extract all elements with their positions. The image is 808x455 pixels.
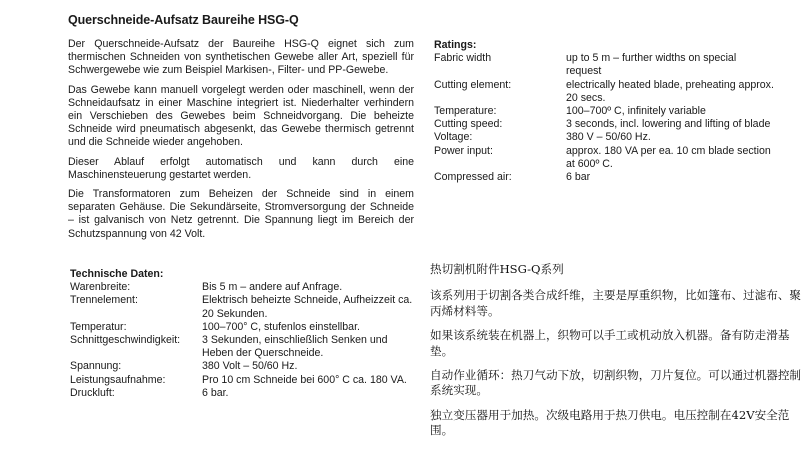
german-description	[68, 38, 414, 247]
ratings-section	[434, 39, 774, 184]
spec-key: Warenbreite:	[70, 281, 131, 294]
table-row	[434, 131, 774, 144]
german-paragraph: Dieser Ablauf erfolgt automatisch und kann durch eine Maschinensteuerung gestartet werden.	[68, 155, 414, 181]
technische-daten-table	[70, 281, 415, 400]
spec-value: 6 bar	[566, 171, 591, 184]
chinese-paragraph: 独立变压器用于加热。次级电路用于热刀供电。电压控制在42V安全范围。	[430, 407, 790, 438]
spec-key: Trennelement:	[70, 294, 138, 307]
spec-key: Cutting element:	[434, 78, 512, 91]
ratings-heading: Ratings:	[434, 39, 477, 51]
table-row	[434, 52, 774, 78]
spec-key: Fabric width	[434, 52, 492, 65]
chinese-title: 热切割机附件HSG-Q系列	[430, 262, 564, 276]
spec-key: Voltage:	[434, 131, 473, 144]
spec-value: up to 5 m – further widths on special request	[566, 52, 737, 78]
spec-value: Bis 5 m – andere auf Anfrage.	[202, 281, 343, 294]
chinese-paragraph: 该系列用于切割各类合成纤维，主要是厚重织物，比如篷布、过滤布、聚丙烯材料等。	[430, 288, 802, 318]
table-row	[434, 118, 774, 131]
table-row	[70, 321, 415, 334]
spec-key: Compressed air:	[434, 171, 512, 184]
chinese-paragraph: 如果该系统装在机器上，织物可以手工或机动放入机器。备有防走滑基垫。	[430, 328, 790, 358]
table-row	[434, 145, 774, 171]
technische-daten-section	[70, 268, 415, 418]
spec-value: 100–700º C, infinitely variable	[566, 105, 706, 118]
spec-value: electrically heated blade, preheating approx. 20 secs.	[566, 78, 774, 104]
table-row	[70, 281, 415, 294]
technische-daten-heading: Technische Daten:	[70, 268, 164, 280]
ratings-table	[434, 52, 774, 184]
chinese-paragraph: 自动作业循环：热刀气动下放，切割织物，刀片复位。可以通过机器控制系统实现。	[430, 368, 802, 398]
spec-key: Temperature:	[434, 105, 497, 118]
table-row	[434, 171, 774, 184]
spec-key: Power input:	[434, 144, 493, 157]
spec-key: Schnittgeschwindigkeit:	[70, 334, 181, 347]
german-paragraph: Die Transformatoren zum Beheizen der Schneide sind in einem separaten Gehäuse. Die Sekundärseite, Stromversorgung der Schneide – ist galvanisch von Netz getrennt. Die Spannung liegt im Bereich der Schutzspannung von 42 Volt.	[68, 188, 414, 240]
spec-key: Spannung:	[70, 360, 122, 373]
spec-value: approx. 180 VA per ea. 10 cm blade section at 600º C.	[566, 144, 771, 170]
spec-key: Druckluft:	[70, 386, 115, 399]
spec-key: Temperatur:	[70, 320, 127, 333]
spec-value: Pro 10 cm Schneide bei 600° C ca. 180 VA.	[202, 373, 407, 386]
german-paragraph: Der Querschneide-Aufsatz der Baureihe HSG-Q eignet sich zum thermischen Schneiden von synthetischen Gewebe aller Art, speziell für Schwergewebe wie zum Beispiel Markisen-, Filter- und PP-Gewebe.	[68, 38, 414, 77]
spec-key: Cutting speed:	[434, 118, 503, 131]
spec-value: 3 seconds, incl. lowering and lifting of blade	[566, 118, 771, 131]
german-paragraph: Das Gewebe kann manuell vorgelegt werden oder maschinell, wenn der Schneidaufsatz in einer Maschine integriert ist. Niederhalter verhindern ein Verschieben des Gewebes beim Schneidvorgang. Die beheizte Schneide wird pneumatisch abgesenkt, das Gewebe thermisch getrennt und die Schneide wieder angehoben.	[68, 83, 414, 149]
table-row	[70, 360, 415, 373]
table-row	[70, 294, 415, 320]
german-title: Querschneide-Aufsatz Baureihe HSG-Q	[68, 13, 299, 27]
spec-value: 3 Sekunden, einschließlich Senken und Heben der Querschneide.	[202, 334, 388, 360]
spec-value: 100–700° C, stufenlos einstellbar.	[202, 320, 360, 333]
table-row	[434, 105, 774, 118]
spec-key: Leistungsaufnahme:	[70, 373, 166, 386]
spec-value: Elektrisch beheizte Schneide, Aufheizzeit ca. 20 Sekunden.	[202, 294, 413, 320]
chinese-description	[430, 262, 802, 448]
table-row	[434, 79, 774, 105]
table-row	[70, 334, 415, 360]
spec-value: 380 V – 50/60 Hz.	[566, 131, 651, 144]
spec-value: 6 bar.	[202, 386, 229, 399]
table-row	[70, 387, 415, 400]
table-row	[70, 374, 415, 387]
spec-value: 380 Volt – 50/60 Hz.	[202, 360, 298, 373]
